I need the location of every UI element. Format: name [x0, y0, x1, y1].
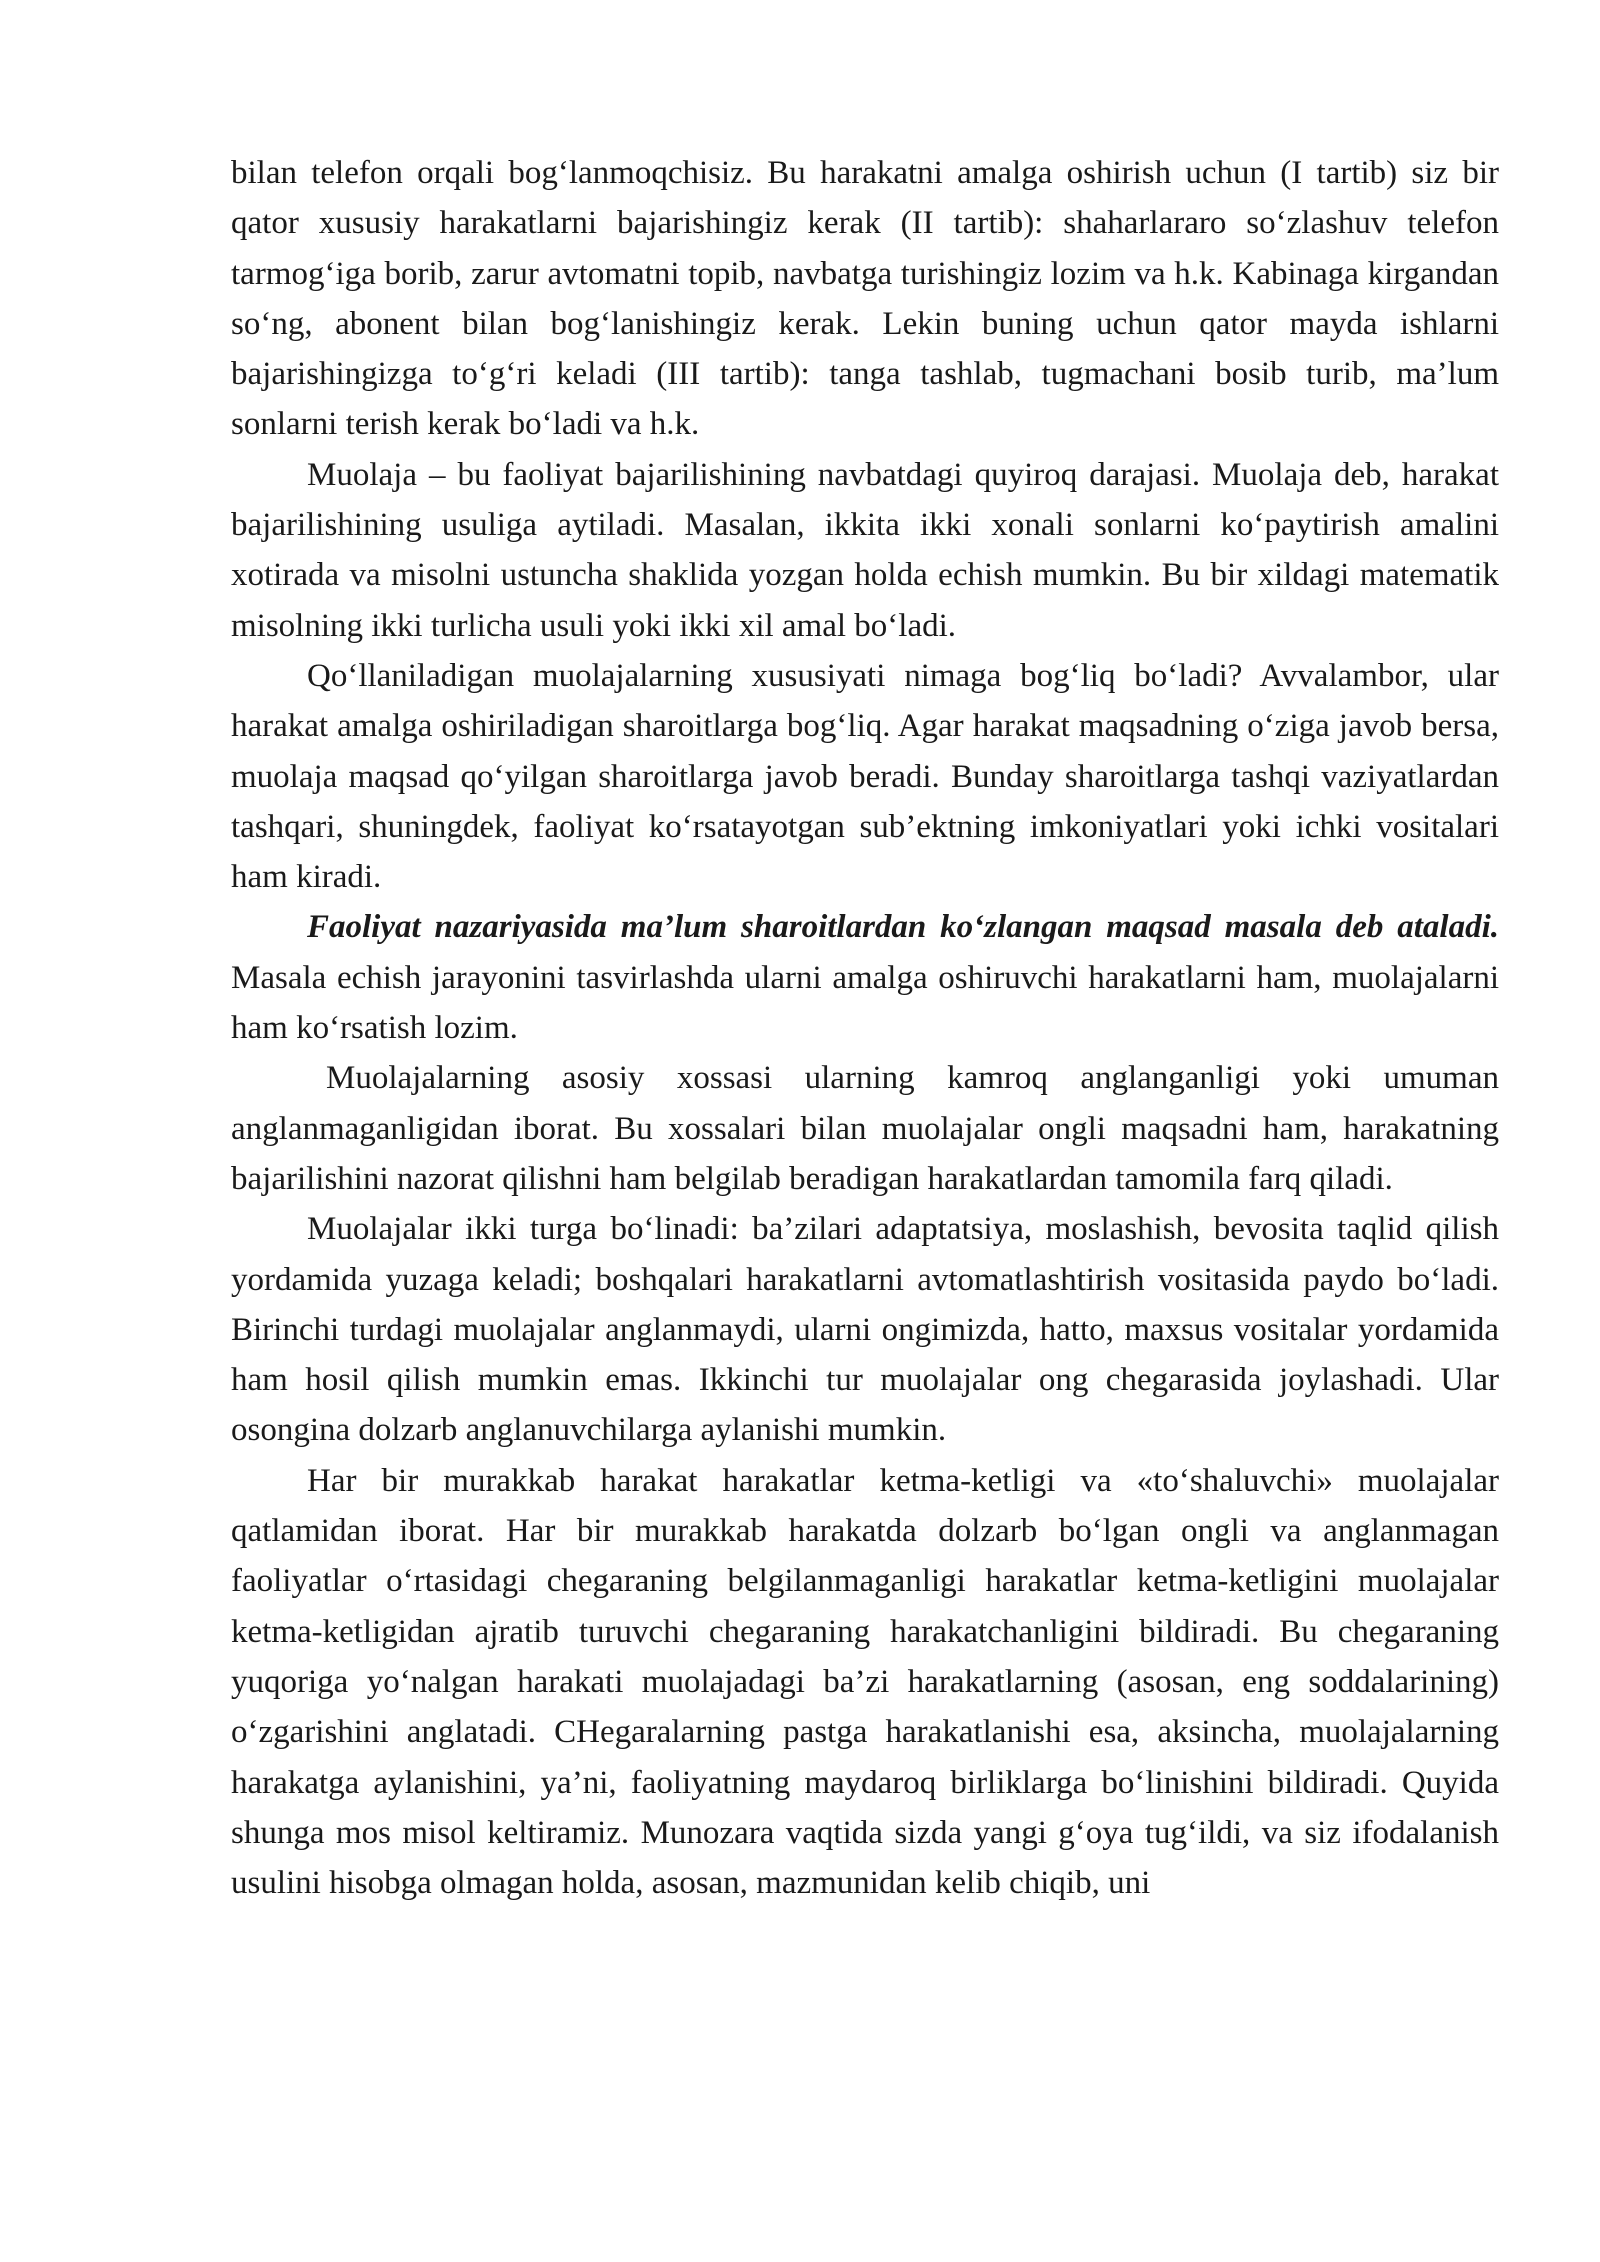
paragraph-muolaja-conditions: Qo‘llaniladigan muolajalarning xususiyati nimaga bog‘liq bo‘ladi? Avvalambor, ular harakat amalga oshiriladigan sharoitlarga bog‘liq. Agar harakat maqsadning o‘ziga javob bersa, muolaja maqsad qo‘yilgan sharoitlarga javob beradi. Bunday sharoitlarga tashqi vaziyatlardan tashqari, shuningdek, faoliyat ko‘rsatayotgan sub’ektning imkoniyatlari yoki ichki vositalari ham kiradi. — [231, 657, 1499, 896]
paragraph-muolaja-property: Muolajalarning asosiy xossasi ularning kamroq anglanganligi yoki umuman anglanmaganligidan iborat. Bu xossalari bilan muolajalar ongli maqsadni ham, harakatning bajarilishini nazorat qilishni ham belgilab beradigan harakatlardan tamomila farq qiladi. — [231, 1060, 1499, 1197]
masala-definition-text: Masala echish jarayonini tasvirlashda ularni amalga oshiruvchi harakatlarni ham, muolajalarni ham ko‘rsatish lozim. — [231, 959, 1499, 1047]
masala-definition-emphasis: Faoliyat nazariyasida ma’lum sharoitlardan ko‘zlangan maqsad masala deb ataladi. — [307, 909, 1499, 946]
paragraph-masala-definition — [231, 902, 1499, 1053]
paragraph-complex-action: Har bir murakkab harakat harakatlar ketma-ketligi va «to‘shaluvchi» muolajalar qatlamidan iborat. Har bir murakkab harakatda dolzarb bo‘lgan ongli va anglanmagan faoliyatlar o‘rtasidagi chegaraning belgilanmaganligi harakatlar ketma-ketligini muolajalar ketma-ketligidan ajratib turuvchi chegaraning harakatchanligini bildiradi. Bu chegaraning yuqoriga yo‘nalgan harakati muolajadagi ba’zi harakatlarning (asosan, eng soddalarining) o‘zgarishini anglatadi. CHegaralarning pastga harakatlanishi esa, aksincha, muolajalarning harakatga aylanishini, ya’ni, faoliyatning maydaroq birliklarga bo‘linishini bildiradi. Quyida shunga mos misol keltiramiz. Munozara vaqtida sizda yangi g‘oya tug‘ildi, va siz ifodalanish usulini hisobga olmagan holda, asosan, mazmunidan kelib chiqib, uni — [231, 1462, 1499, 1902]
paragraph-telephone-example: bilan telefon orqali bog‘lanmoqchisiz. Bu harakatni amalga oshirish uchun (I tartib) siz bir qator xususiy harakatlarni bajarishingiz kerak (II tartib): shaharlararo so‘zlashuv telefon tarmog‘iga borib, zarur avtomatni topib, navbatga turishingiz lozim va h.k. Kabinaga kirgandan so‘ng, abonent bilan bog‘lanishingiz kerak. Lekin buning uchun qator mayda ishlarni bajarishingizga to‘g‘ri keladi (III tartib): tanga tashlab, tugmachani bosib turib, ma’lum sonlarni terish kerak bo‘ladi va h.k. — [231, 155, 1499, 443]
paragraph-muolaja-types: Muolajalar ikki turga bo‘linadi: ba’zilari adaptatsiya, moslashish, bevosita taqlid qilish yordamida yuzaga keladi; boshqalari harakatlarni avtomatlashtirish vositasida paydo bo‘ladi. Birinchi turdagi muolajalar anglanmaydi, ularni ongimizda, hatto, maxsus vositalar yordamida ham hosil qilish mumkin emas. Ikkinchi tur muolajalar ong chegarasida joylashadi. Ular osongina dolzarb anglanuvchilarga aylanishi mumkin. — [231, 1211, 1499, 1449]
document-page — [231, 148, 1499, 1908]
paragraph-muolaja-definition: Muolaja – bu faoliyat bajarilishining navbatdagi quyiroq darajasi. Muolaja deb, harakat bajarilishining usuliga aytiladi. Masalan, ikkita ikki xonali sonlarni ko‘paytirish amalini xotirada va misolni ustuncha shaklida yozgan holda echish mumkin. Bu bir xildagi matematik misolning ikki turlicha usuli yoki ikki xil amal bo‘ladi. — [231, 456, 1499, 644]
